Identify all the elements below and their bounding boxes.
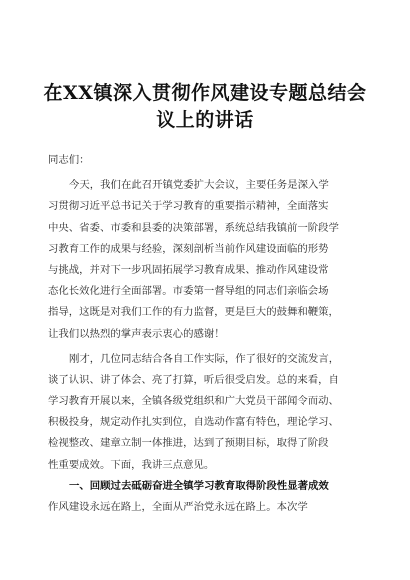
paragraph-line: 指导，这既是对我们工作的有力监督，更是巨大的鼓舞和鞭策， bbox=[48, 306, 339, 319]
paragraph-line: 积极投身，规定动作扎实到位，自选动作富有特色，理论学习、 bbox=[48, 416, 339, 429]
paragraph bbox=[48, 175, 366, 345]
paragraph-line: 检视整改、建章立制一体推进，达到了预期目标，取得了阶段 bbox=[48, 437, 329, 450]
paragraph-line: 中央、省委、市委和县委的决策部署，系统总结我镇前一阶段学 bbox=[48, 221, 339, 234]
paragraph-line: 今天，我们在此召开镇党委扩大会议，主要任务是深入学 bbox=[69, 179, 329, 192]
section-heading: 一、回顾过去砥砺奋进全镇学习教育取得阶段性显著成效 bbox=[69, 479, 329, 492]
paragraph-line: 让我们以热烈的掌声表示衷心的感谢！ bbox=[48, 327, 225, 340]
paragraph-line: 与挑战，并对下一步巩固拓展学习教育成果、推动作风建设常 bbox=[48, 263, 329, 276]
paragraph-line: 作风建设永远在路上，全面从严治党永远在路上。本次学 bbox=[48, 501, 308, 513]
paragraph-line: 态化长效化进行全面部署。市委第一督导组的同志们亲临会场 bbox=[48, 285, 329, 298]
title-line: 议上的讲话 bbox=[156, 109, 254, 131]
paragraph-line: 性重要成效。下面，我讲三点意见。 bbox=[48, 458, 215, 471]
paragraph-line: 刚才，几位同志结合各自工作实际，作了很好的交流发言， bbox=[69, 352, 340, 365]
paragraph-line: 习教育工作的成果与经验，深刻剖析当前作风建设面临的形势 bbox=[48, 242, 329, 255]
document-title bbox=[40, 80, 370, 134]
document-body bbox=[48, 150, 366, 518]
paragraph-line: 习贯彻习近平总书记关于学习教育的重要指示精神，全面落实 bbox=[48, 200, 329, 213]
paragraph-line: 学习教育开展以来，全镇各级党组织和广大党员干部闻令而动、 bbox=[48, 395, 339, 408]
title-line: 在XX镇深入贯彻作风建设专题总结会 bbox=[43, 82, 367, 104]
greeting: 同志们： bbox=[48, 154, 90, 166]
paragraph bbox=[48, 349, 366, 476]
paragraph-line: 谈了认识、讲了体会、亮了打算，听后很受启发。总的来看，自 bbox=[48, 373, 339, 386]
